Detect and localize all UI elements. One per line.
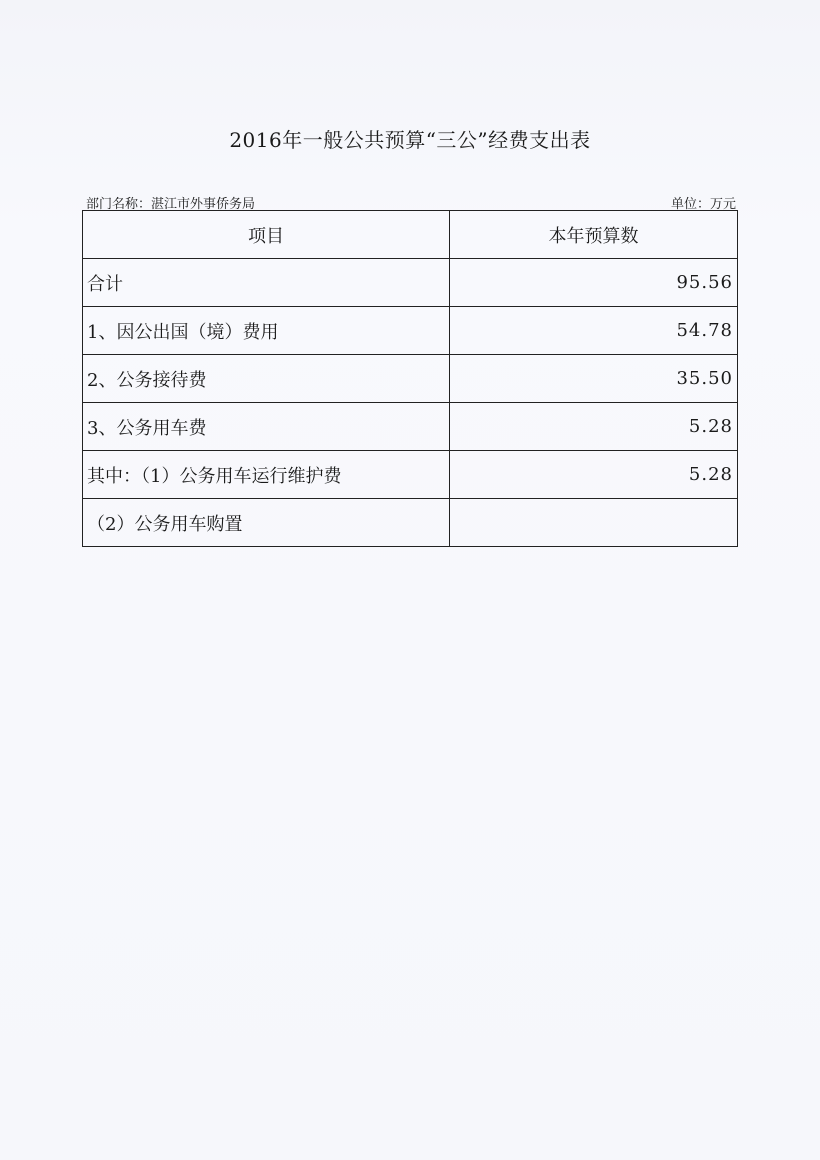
row-item-vehicle-maintenance: 其中：（1）公务用车运行维护费 xyxy=(83,451,450,499)
unit-label: 单位：万元 xyxy=(670,197,736,212)
table-row xyxy=(83,403,738,451)
header-budget: 本年预算数 xyxy=(450,211,738,259)
row-item-vehicle: 3、公务用车费 xyxy=(83,403,450,451)
row-item-overseas: 1、因公出国（境）费用 xyxy=(83,307,450,355)
row-value-reception: 35.50 xyxy=(450,355,738,403)
table-row xyxy=(83,499,738,547)
row-value-total: 95.56 xyxy=(450,259,738,307)
document-title: 2016年一般公共预算“三公”经费支出表 xyxy=(229,128,591,152)
table-row xyxy=(83,259,738,307)
table-row xyxy=(83,307,738,355)
budget-table xyxy=(82,210,738,547)
row-item-vehicle-purchase: （2）公务用车购置 xyxy=(83,499,450,547)
row-value-vehicle-maintenance: 5.28 xyxy=(450,451,738,499)
row-value-vehicle: 5.28 xyxy=(450,403,738,451)
table-row xyxy=(83,355,738,403)
row-value-vehicle-purchase xyxy=(450,499,738,547)
table-header-row xyxy=(83,211,738,259)
header-item: 项目 xyxy=(83,211,450,259)
row-item-total: 合计 xyxy=(83,259,450,307)
row-value-overseas: 54.78 xyxy=(450,307,738,355)
department-label: 部门名称：湛江市外事侨务局 xyxy=(86,197,256,212)
row-item-reception: 2、公务接待费 xyxy=(83,355,450,403)
table-row xyxy=(83,451,738,499)
